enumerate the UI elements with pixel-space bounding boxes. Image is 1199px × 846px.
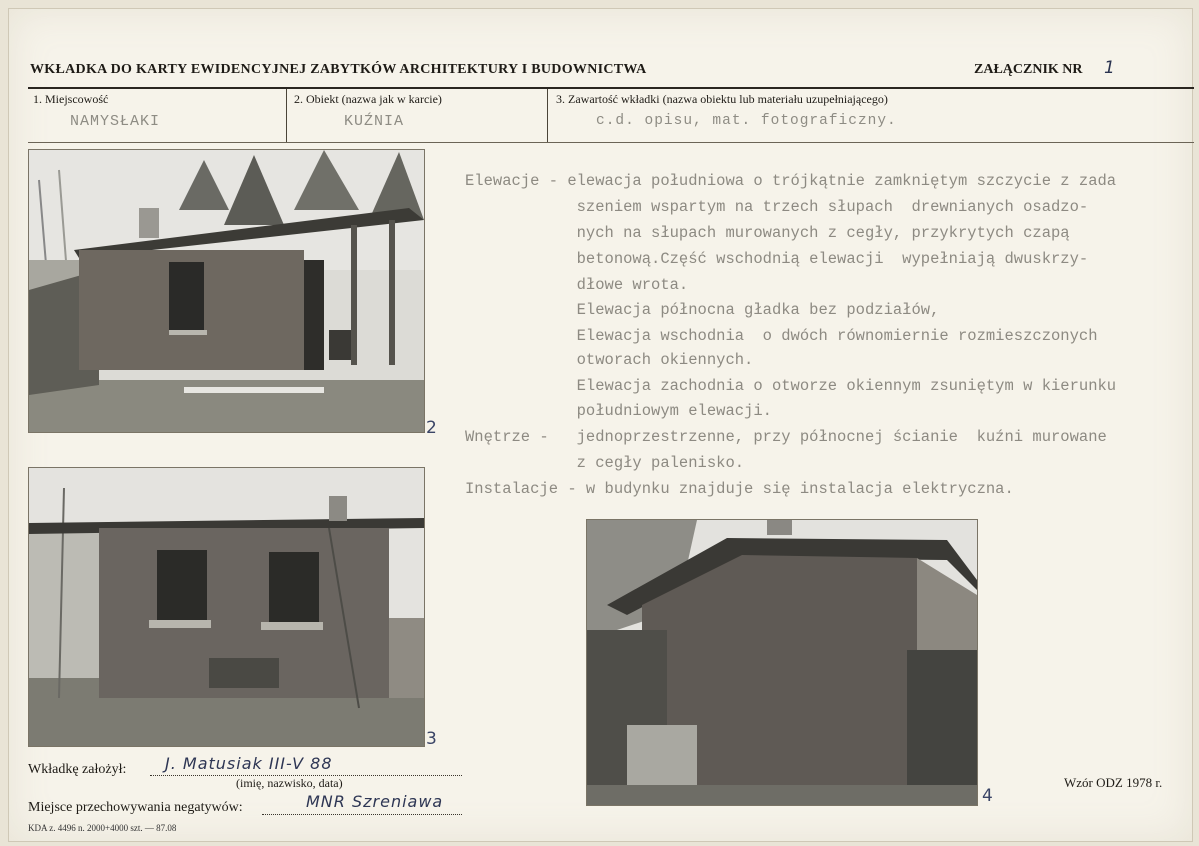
card-title: WKŁADKA DO KARTY EWIDENCYJNEJ ZABYTKÓW ARCHITEKTURY I BUDOWNICTWA <box>30 62 647 77</box>
header-rule <box>28 87 1194 89</box>
contents-label: 3. Zawartość wkładki (nazwa obiektu lub materiału uzupełniającego) <box>556 92 888 106</box>
fields-rule <box>28 142 1194 143</box>
founder-signature: J. Matusiak III-V 88 <box>165 754 333 773</box>
description-line: otworach okiennych. <box>465 351 754 369</box>
negatives-value: MNR Szreniawa <box>306 792 444 811</box>
description-line: Elewacje - elewacja południowa o trójkątnie zamkniętym szczycie z zada <box>465 172 1117 190</box>
description-line: szeniem wspartym na trzech słupach drewnianych osadzo- <box>465 198 1089 216</box>
model-label: Wzór ODZ 1978 r. <box>1064 775 1163 790</box>
negatives-label: Miejsce przechowywania negatywów: <box>28 800 243 815</box>
object-value: KUŹNIA <box>344 113 405 130</box>
negatives-line <box>262 813 462 815</box>
description-line: Wnętrze - jednoprzestrzenne, przy północnej ścianie kuźni murowane <box>465 428 1107 446</box>
locality-value: NAMYSŁAKI <box>70 113 161 130</box>
description-line: dłowe wrota. <box>465 276 689 294</box>
photo-forge-south <box>28 149 425 433</box>
description-line: nych na słupach murowanych z cegły, przykrytych czapą <box>465 224 1070 242</box>
description-line: Elewacja wschodnia o dwóch równomiernie rozmieszczonych <box>465 327 1098 345</box>
attachment-label: ZAŁĄCZNIK NR <box>974 62 1083 77</box>
description-line: Elewacja północna gładka bez podziałów, <box>465 301 940 319</box>
description-line: Instalacje - w budynku znajduje się instalacja elektryczna. <box>465 480 1014 498</box>
locality-label: 1. Miejscowość <box>33 92 109 106</box>
photo-4-number: 4 <box>982 786 993 806</box>
field-divider <box>286 89 287 142</box>
description-line: Elewacja zachodnia o otworze okiennym zsuniętym w kierunku <box>465 377 1117 395</box>
photo-3-number: 3 <box>426 729 437 749</box>
print-info: KDA z. 4496 n. 2000+4000 szt. — 87.08 <box>28 823 177 833</box>
founder-hint: (imię, nazwisko, data) <box>236 776 343 790</box>
description-line: betonową.Część wschodnią elewacji wypełniają dwuskrzy- <box>465 250 1089 268</box>
description-line: z cegły palenisko. <box>465 454 745 472</box>
founder-label: Wkładkę założył: <box>28 762 127 777</box>
description-line: południowym elewacji. <box>465 402 772 420</box>
photo-forge-west <box>586 519 978 806</box>
photo-2-number: 2 <box>426 418 437 438</box>
attachment-number: 1 <box>1104 58 1115 78</box>
contents-value: c.d. opisu, mat. fotograficzny. <box>596 113 897 129</box>
photo-forge-east <box>28 467 425 747</box>
object-label: 2. Obiekt (nazwa jak w karcie) <box>294 92 442 106</box>
field-divider <box>547 89 548 142</box>
